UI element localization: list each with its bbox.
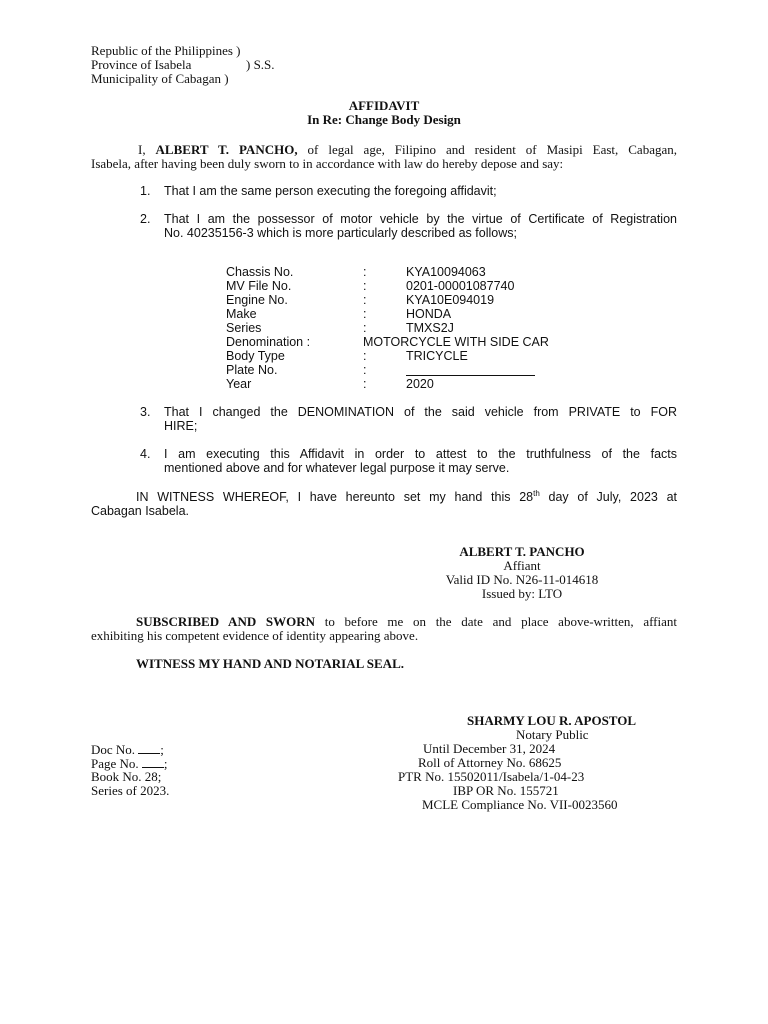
docket-doc-no [91, 742, 164, 757]
intro-line-1-rest: of legal age, Filipino and resident of Masipi East, Cabagan, [297, 142, 677, 157]
vehicle-label-make: Make [226, 307, 257, 321]
intro-line-2: Isabela, after having been duly sworn to in accordance with law do hereby depose and say: [91, 156, 564, 171]
notary-ptr: PTR No. 15502011/Isabela/1-04-23 [398, 769, 585, 784]
vehicle-value-year: 2020 [406, 377, 434, 391]
venue-province: Province of Isabela [91, 57, 192, 72]
vehicle-value-engine: KYA10E094019 [406, 293, 495, 307]
item-1-number: 1. [140, 184, 151, 198]
intro-line-1 [91, 143, 677, 157]
intro-pre: I, [138, 142, 156, 157]
venue-ss: ) S.S. [246, 57, 275, 72]
item-3-text-line-2: HIRE; [164, 419, 198, 433]
affiant-id-issuer: Issued by: LTO [481, 586, 563, 601]
page-no-blank [142, 756, 164, 768]
notary-title: Notary Public [516, 727, 589, 742]
docket-book-no: Book No. 28; [91, 769, 162, 784]
subscribed-bold: SUBSCRIBED AND SWORN [136, 614, 316, 629]
vehicle-sep-year: : [363, 377, 367, 391]
vehicle-label-plate: Plate No. [226, 363, 278, 377]
item-2-number: 2. [140, 212, 151, 226]
affiant-name-inline: ALBERT T. PANCHO, [155, 142, 298, 157]
vehicle-label-engine: Engine No. [226, 293, 288, 307]
vehicle-sep-make: : [363, 307, 367, 321]
item-2-text-line-1: That I am the possessor of motor vehicle by the virtue of Certificate of Registration [164, 212, 677, 226]
vehicle-value-series: TMXS2J [406, 321, 454, 335]
vehicle-label-series: Series [226, 321, 262, 335]
doc-no-blank [138, 742, 160, 754]
item-4-text-line-1: I am executing this Affidavit in order to attest to the truthfulness of the facts [164, 447, 677, 461]
document-subtitle: In Re: Change Body Design [307, 112, 461, 127]
item-3-number: 3. [140, 405, 151, 419]
vehicle-value-denomination: MOTORCYCLE WITH SIDE CAR [363, 335, 549, 349]
vehicle-sep-engine: : [363, 293, 367, 307]
vehicle-value-chassis: KYA10094063 [406, 265, 486, 279]
vehicle-label-denomination: Denomination : [226, 335, 311, 349]
notary-ibp: IBP OR No. 155721 [453, 783, 559, 798]
vehicle-label-year: Year [226, 377, 252, 391]
item-4-text-line-2: mentioned above and for whatever legal purpose it may serve. [164, 461, 510, 475]
vehicle-label-body-type: Body Type [226, 349, 285, 363]
subscribed-line-2: exhibiting his competent evidence of identity appearing above. [91, 628, 419, 643]
affiant-name: ALBERT T. PANCHO [459, 544, 585, 559]
witness-day-suffix: th [533, 488, 540, 498]
document-title: AFFIDAVIT [348, 98, 420, 113]
vehicle-sep-series: : [363, 321, 367, 335]
vehicle-sep-mv-file: : [363, 279, 367, 293]
notarial-seal-heading: WITNESS MY HAND AND NOTARIAL SEAL. [136, 656, 404, 671]
docket-doc-end: ; [160, 742, 164, 757]
item-1-text: That I am the same person executing the foregoing affidavit; [164, 184, 497, 198]
subscribed-line-1 [91, 615, 677, 629]
witness-line-2: Cabagan Isabela. [91, 504, 189, 518]
affiant-role: Affiant [503, 558, 541, 573]
item-4-number: 4. [140, 447, 151, 461]
vehicle-sep-body-type: : [363, 349, 367, 363]
plate-number-blank-line [406, 362, 535, 376]
vehicle-sep-chassis: : [363, 265, 367, 279]
notary-name: SHARMY LOU R. APOSTOL [467, 713, 637, 728]
docket-page-label: Page No. [91, 756, 142, 771]
subscribed-line-1-rest: to before me on the date and place above-written, affiant [315, 614, 678, 629]
vehicle-value-mv-file: 0201-00001087740 [406, 279, 515, 293]
item-2-text-line-2: No. 40235156-3 which is more particularly described as follows; [164, 226, 517, 240]
notary-mcle: MCLE Compliance No. VII-0023560 [422, 797, 618, 812]
item-3-text-line-1: That I changed the DENOMINATION of the said vehicle from PRIVATE to FOR [164, 405, 677, 419]
docket-series: Series of 2023. [91, 783, 170, 798]
notary-roll-of-attorney: Roll of Attorney No. 68625 [418, 755, 562, 770]
docket-page-end: ; [163, 756, 168, 771]
vehicle-sep-plate: : [363, 363, 367, 377]
notary-commission-until: Until December 31, 2024 [423, 741, 556, 756]
witness-line-1-pre: IN WITNESS WHEREOF, I have hereunto set my hand this 28 [136, 490, 534, 504]
vehicle-value-body-type: TRICYCLE [406, 349, 468, 363]
affiant-valid-id: Valid ID No. N26-11-014618 [445, 572, 599, 587]
vehicle-label-mv-file: MV File No. [226, 279, 292, 293]
witness-line-1 [91, 490, 677, 504]
vehicle-value-make: HONDA [406, 307, 452, 321]
docket-doc-label: Doc No. [91, 742, 139, 757]
venue-municipality: Municipality of Cabagan ) [91, 71, 229, 86]
witness-line-1-post: day of July, 2023 at [539, 490, 677, 504]
vehicle-label-chassis: Chassis No. [226, 265, 294, 279]
venue-republic: Republic of the Philippines ) [91, 43, 241, 58]
